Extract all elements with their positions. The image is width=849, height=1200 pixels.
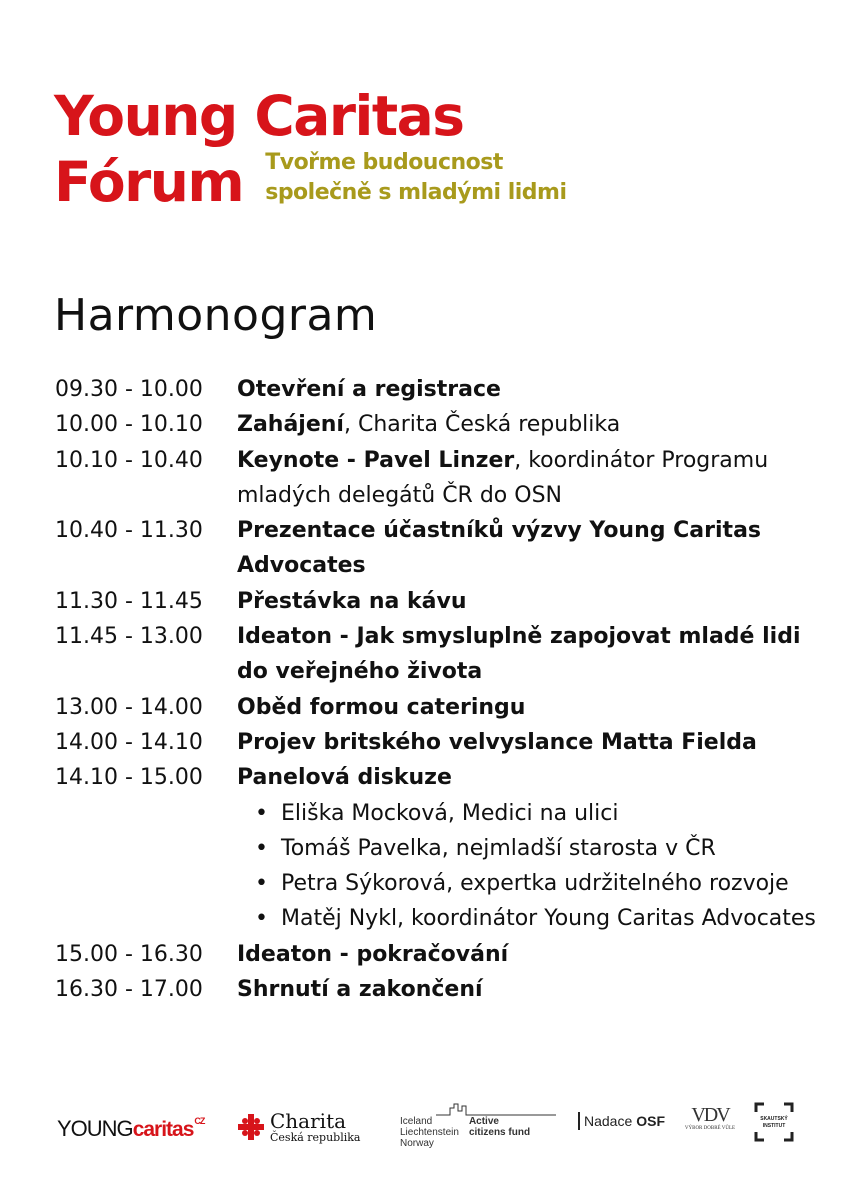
svg-text:SKAUTSKÝ: SKAUTSKÝ bbox=[760, 1116, 788, 1122]
schedule-detail: , Charita Česká republika bbox=[343, 412, 621, 438]
event-title-line1: Young Caritas bbox=[54, 84, 464, 148]
schedule-time: 11.30 - 11.45 bbox=[55, 588, 203, 614]
schedule-row bbox=[55, 513, 825, 584]
schedule-title: Panelová diskuze bbox=[237, 765, 452, 791]
tagline-line1: Tvořme budoucnost bbox=[265, 150, 503, 175]
schedule-row bbox=[55, 584, 825, 619]
schedule-time: 10.10 - 10.40 bbox=[55, 447, 203, 473]
schedule-title: Přestávka na kávu bbox=[237, 588, 467, 614]
schedule-row bbox=[55, 407, 825, 442]
schedule-title: Ideaton - Jak smysluplně zapojovat mladé lidi do veřejného života bbox=[237, 624, 801, 685]
schedule-title: Shrnutí a zakončení bbox=[237, 977, 483, 1003]
schedule-row bbox=[55, 690, 825, 725]
sponsor-footer bbox=[0, 1100, 849, 1160]
schedule-title: Oběd formou cateringu bbox=[237, 694, 526, 720]
event-title-block bbox=[54, 84, 567, 214]
schedule-time: 11.45 - 13.00 bbox=[55, 624, 203, 650]
panel-speaker-list bbox=[237, 796, 825, 937]
event-tagline bbox=[265, 148, 566, 208]
schedule-title: Prezentace účastníků výzvy Young Caritas Advocates bbox=[237, 518, 762, 579]
panel-speaker-item: • Matěj Nykl, koordinátor Young Caritas Advocates bbox=[237, 901, 825, 936]
skyline-icon bbox=[436, 1102, 556, 1116]
schedule-time: 09.30 - 10.00 bbox=[55, 377, 203, 402]
schedule-title: Projev britského velvyslance Matta Fielda bbox=[237, 729, 757, 755]
schedule-time: 14.00 - 14.10 bbox=[55, 729, 203, 755]
schedule-title: Keynote - Pavel Linzer bbox=[237, 447, 515, 473]
schedule-time: 10.00 - 10.10 bbox=[55, 412, 203, 438]
nadace-osf-logo: Nadace OSF bbox=[578, 1112, 665, 1130]
schedule-list bbox=[55, 372, 825, 1007]
schedule-time: 14.10 - 15.00 bbox=[55, 765, 203, 791]
charita-cross-icon bbox=[236, 1112, 266, 1142]
active-citizens-fund-logo: Iceland Liechtenstein Norway Active citizens fund bbox=[400, 1102, 556, 1149]
schedule-time: 16.30 - 17.00 bbox=[55, 977, 203, 1003]
schedule-row bbox=[55, 372, 825, 407]
svg-text:INSTITUT: INSTITUT bbox=[762, 1123, 786, 1129]
tagline-line2: společně s mladými lidmi bbox=[265, 180, 567, 205]
schedule-time: 13.00 - 14.00 bbox=[55, 694, 203, 720]
schedule-row bbox=[55, 725, 825, 760]
page-heading: Harmonogram bbox=[54, 290, 378, 341]
schedule-title: Otevření a registrace bbox=[237, 377, 501, 402]
schedule-row bbox=[55, 619, 825, 690]
young-caritas-logo: YOUNGcaritas$^{CZ}$ bbox=[57, 1116, 205, 1141]
schedule-row bbox=[55, 760, 825, 936]
schedule-row bbox=[55, 972, 825, 1007]
schedule-title: Zahájení bbox=[237, 412, 344, 438]
event-title-line2: Fórum bbox=[54, 150, 244, 214]
panel-speaker-item: • Eliška Mocková, Medici na ulici bbox=[237, 796, 825, 831]
schedule-time: 15.00 - 16.30 bbox=[55, 941, 203, 967]
schedule-detail: , koordinátor Programu mladých delegátů ČR do OSN bbox=[237, 447, 769, 508]
schedule-time: 10.40 - 11.30 bbox=[55, 518, 203, 544]
charita-logo: Charita Česká republika bbox=[236, 1110, 361, 1144]
schedule-row bbox=[55, 937, 825, 972]
skautsky-institut-logo bbox=[754, 1102, 794, 1142]
panel-speaker-item: • Tomáš Pavelka, nejmladší starosta v ČR bbox=[237, 831, 825, 866]
schedule-title: Ideaton - pokračování bbox=[237, 941, 509, 967]
panel-speaker-item: • Petra Sýkorová, expertka udržitelného rozvoje bbox=[237, 866, 825, 901]
schedule-row bbox=[55, 443, 825, 514]
vybor-dobre-vule-logo: VDV VÝBOR DOBRÉ VŮLE bbox=[684, 1104, 736, 1131]
